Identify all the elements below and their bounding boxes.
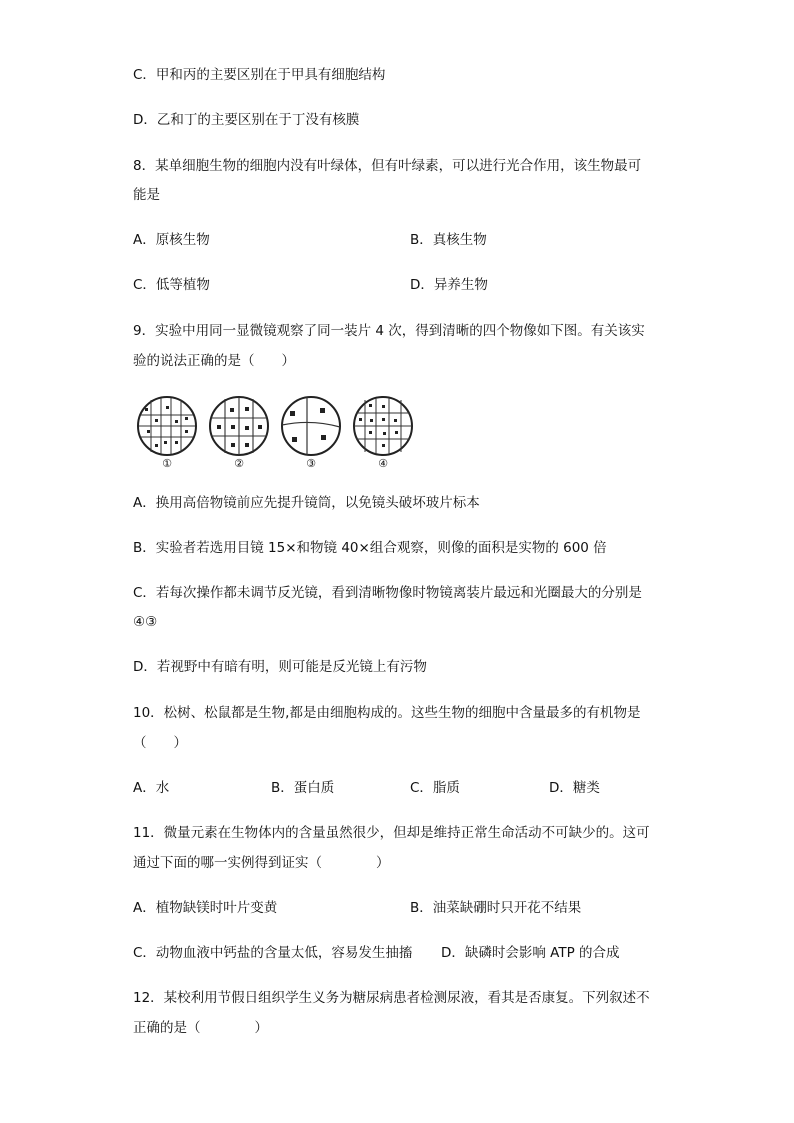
q9-option-c-line2: ④③ [133,614,158,630]
q11-option-c: C．动物血液中钙盐的含量太低，容易发生抽搐 [133,945,413,961]
q8-stem-line2: 能是 [133,187,160,203]
q8-option-b: B．真核生物 [410,232,487,248]
q12-stem-line1: 12．某校利用节假日组织学生义务为糖尿病患者检测尿液，看其是否康复。下列叙述不 [133,990,650,1006]
q8-option-d: D．异养生物 [410,277,488,293]
microscope-field-4-drawing [349,395,417,457]
q12-stem-line2: 正确的是（ ） [133,1020,268,1036]
q7-option-c: C．甲和丙的主要区别在于甲具有细胞结构 [133,67,386,83]
q10-stem-line1: 10．松树、松鼠都是生物,都是由细胞构成的。这些生物的细胞中含量最多的有机物是 [133,705,641,721]
q10-stem-line2: （ ） [133,735,187,751]
q11-stem-line1: 11．微量元素在生物体内的含量虽然很少，但却是维持正常生命活动不可缺少的。这可 [133,825,650,841]
microscope-field-2 [205,395,273,475]
q11-option-b: B．油菜缺硼时只开花不结果 [410,900,582,916]
microscope-field-1-label: ① [162,457,172,470]
microscope-field-3-drawing [277,395,345,457]
q8-option-c: C．低等植物 [133,277,210,293]
q10-option-c: C．脂质 [410,780,460,796]
microscope-field-4-label: ④ [378,457,388,470]
microscope-field-4 [349,395,417,475]
microscope-field-1 [133,395,201,475]
microscope-field-figure [133,395,418,475]
microscope-field-2-drawing [205,395,273,457]
q7-option-d: D．乙和丁的主要区别在于丁没有核膜 [133,112,360,128]
q10-option-a: A．水 [133,780,170,796]
q8-stem-line1: 8．某单细胞生物的细胞内没有叶绿体，但有叶绿素，可以进行光合作用，该生物最可 [133,158,642,174]
microscope-field-3-label: ③ [306,457,316,470]
q10-option-d: D．糖类 [549,780,600,796]
q9-option-c-line1: C．若每次操作都未调节反光镜，看到清晰物像时物镜离装片最远和光圈最大的分别是 [133,585,642,601]
microscope-field-1-drawing [133,395,201,457]
q10-option-b: B．蛋白质 [271,780,335,796]
microscope-field-3 [277,395,345,475]
q9-stem-line1: 9．实验中用同一显微镜观察了同一装片 4 次，得到清晰的四个物像如下图。有关该实 [133,323,645,339]
microscope-field-2-label: ② [234,457,244,470]
q9-option-b: B．实验者若选用目镜 15×和物镜 40×组合观察，则像的面积是实物的 600 倍 [133,540,607,556]
q11-stem-line2: 通过下面的哪一实例得到证实（ ） [133,855,390,871]
q8-option-a: A．原核生物 [133,232,210,248]
q11-option-d: D．缺磷时会影响 ATP 的合成 [441,945,620,961]
q9-option-d: D．若视野中有暗有明，则可能是反光镜上有污物 [133,659,427,675]
q11-option-a: A．植物缺镁时叶片变黄 [133,900,278,916]
q9-stem-line2: 验的说法正确的是（ ） [133,353,295,369]
q9-option-a: A．换用高倍物镜前应先提升镜筒，以免镜头破坏玻片标本 [133,495,480,511]
